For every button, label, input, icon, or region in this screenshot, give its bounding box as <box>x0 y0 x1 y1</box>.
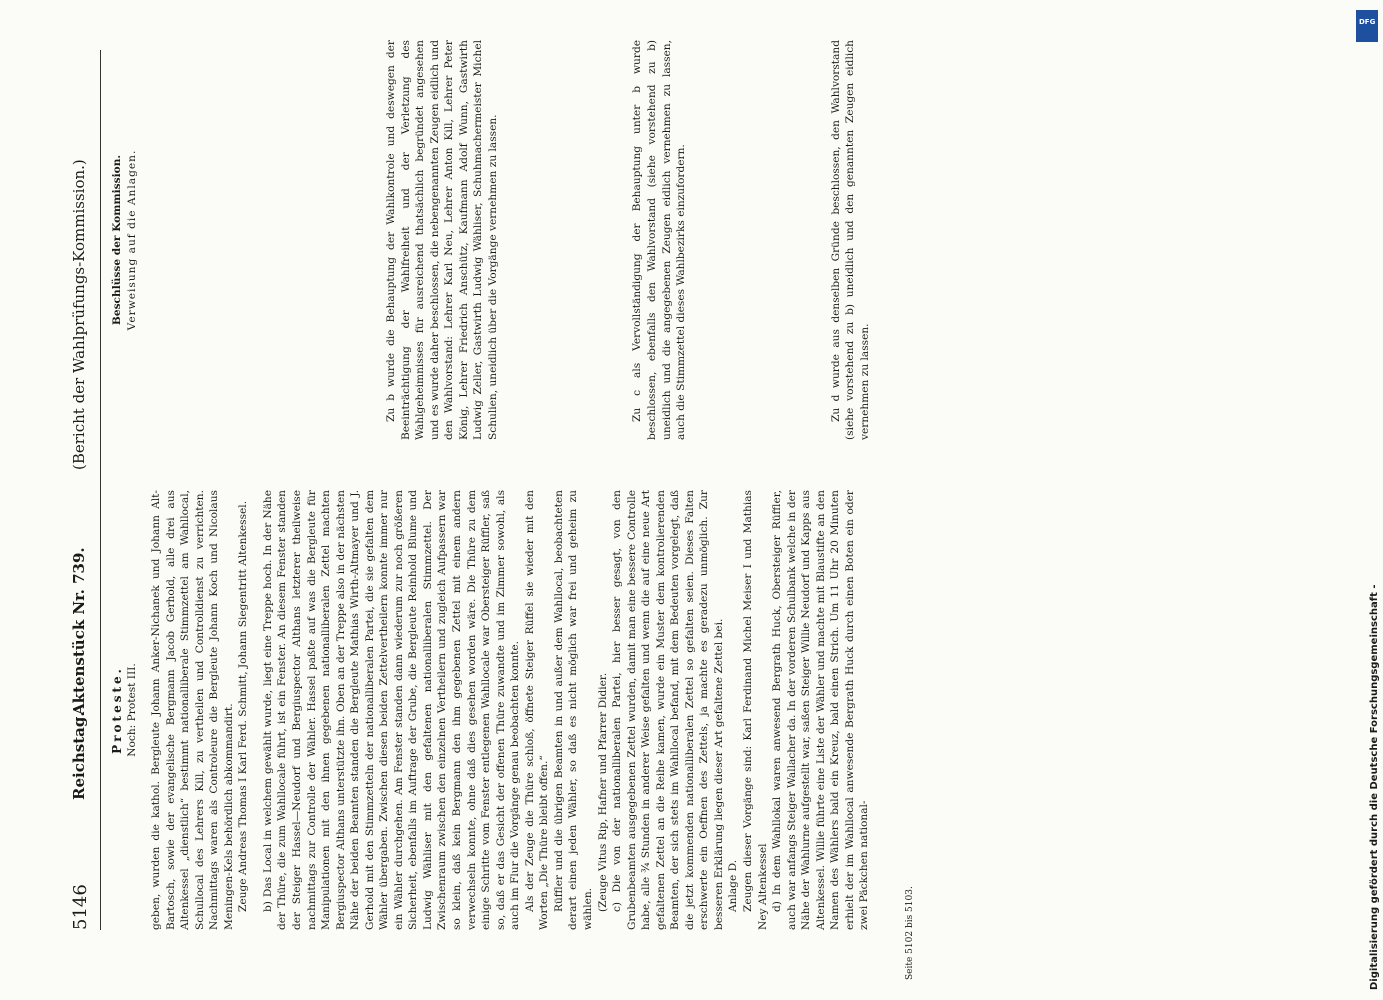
right-column <box>110 40 872 440</box>
paragraph: Zeugen dieser Vorgänge sind: Karl Ferdinand Michel Meiser I und Mathias Ney Altenkessel <box>741 490 769 930</box>
paragraph: Zu c als Vervollständigung der Behauptung unter b wurde beschlossen, ebenfalls den Wahlvorstand (siehe vorstehend zu b) uneidlich und die angegebenen Zeugen eidlich vernehmen zu lassen, auch die Stimmzettel dieses Wahlbezirks einzufordern. <box>631 40 688 440</box>
header-rule <box>100 50 101 930</box>
subsection-title: Noch: Protest III. <box>125 663 138 757</box>
paragraph: d) In dem Wahllokal waren anwesend Bergrath Huck, Obersteiger Rüffler, auch war anfangs Steiger Wallacher da. In der vorderen Schulbank welche in der Nähe der Wahlurne aufgestellt war, saßen Steiger Willie Neudorf und Kapps aus Altenkessel. Willie führte eine Liste der Wähler und machte mit Blaustifte an den Namen des Wählers bald ein Kreuz, bald einen Strich. Um 11 Uhr 20 Minuten erhielt der im Wahllocal anwesende Bergrath Huck durch einen Boten ein oder zwei Päckchen national- <box>771 490 871 930</box>
paragraph: Zeuge Andreas Thomas I Karl Ferd. Schmitt, Johann Siegentritt Altenkessel. <box>237 500 250 912</box>
running-header <box>70 50 100 930</box>
section-title: Proteste. <box>110 666 124 754</box>
paragraph: geben, wurden die kathol. Bergleute Johann Anker-Nichanek und Johann Alt-Bartosch, sowie der evangelische Bergmann Jacob Gerhold, alle drei aus Altenkessel „dienstlich“ bestimmt nationalliberale Stimmzettel am Wahllocal, Schullocal des Lehrers Kill, zu vertheilen und Controlldienst zu verrichten. Nachmittags waren als Controleure die Bergleute Johann Koch und Nicolaus Meningen-Kels behördlich abkommandirt. <box>150 490 235 930</box>
paragraph: (Zeuge Vitus Rip, Hafner und Pfarrer Didier. <box>596 672 609 912</box>
paragraph: b) Das Local in welchem gewählt wurde, liegt eine Treppe hoch. In der Nähe der Thüre, die zum Wahllocale führt, ist ein Fenster. An diesem Fenster standen der Steiger Hassel—Neudorf und Bergiuspector Althans letzterer theilweise nachmittags zur Controlle der Wähler. Hassel paßte auf was die Bergleute für Manipulationen mit den ihnen gegebenen nationalliberalen Zettel machten Bergiuspector Althans unterstützte ihn. Oben an der Treppe also in der nächsten Nähe der beiden Beamten standen die Bergleute Mathias Wirth-Altmayer und J. Gerhold mit den Stimmzetteln der nationalliberalen Partei, die sie gefalten dem Wähler übergaben. Zwischen diesen beiden Zettelvertheilern konnte immer nur ein Wähler durchgehen. Am Fenster standen dann wiederum zur noch größeren Sicherheit, ebenfalls im Auftrage der Grube, die Bergleute Reinhold Blume und Ludwig Wähliser mit den gefaltenen nationalliberalen Stimmzettel. Der Zwischenraum zwischen den einzelnen Vertheilern und zugleich Aufpassern war so klein, daß kein Bergmann den ihm gegebenen Zettel mit einem andern verwechseln konnte, ohne daß dies gesehen worden wäre. Die Thüre zu dem einige Schritte vom Fenster entlegenen Wahllocale war Obersteiger Rüffler, saß so, daß er das Gesicht der offenen Thüre zuwandte und im Zimmer sowohl, als auch im Flur die Vorgänge genau beobachten konnte. <box>261 490 522 930</box>
margin-note: Seite 5102 bis 5103. <box>905 886 915 980</box>
dfg-logo <box>1356 10 1378 42</box>
document-number: Aktenstück Nr. 739. <box>70 547 88 715</box>
dfg-logo-text: DFG <box>1359 18 1376 26</box>
paragraph: Anlage D. <box>727 859 740 912</box>
paragraph: Rüffler und die übrigen Beamten in und außer dem Wahllocal, beobachteten derart einen jeden Wähler, so daß es nicht möglich war frei und geheim zu wählen. <box>552 490 594 930</box>
paragraph: Zu b wurde die Behauptung der Wahlkontrole und deswegen der Beeinträchtigung der Wahlfreiheit und der Verletzung des Wahlgeheimnisses für ausreichend thatsächlich begründet angesehen und es wurde daher beschlossen, die nebengenannten Zeugen eidlich und den Wahlvorstand: Lehrer Karl Neu, Lehrer Anton Kill, Lehrer Peter König, Lehrer Friedrich Anschütz, Kaufmann Adolf Wunn, Gastwirth Ludwig Zeller, Gastwirth Ludwig Wähliser, Schuhmachermeister Michel Schulien, uneidlich über die Vorgänge vernehmen zu lassen. <box>385 40 499 440</box>
document-subtitle: (Bericht der Wahlprüfungs-Kommission.) <box>70 159 88 470</box>
resolutions-subtitle: Verweisung auf die Anlagen. <box>125 149 138 331</box>
left-column <box>110 490 872 930</box>
resolutions-title: Beschlüsse der Kommission. <box>111 154 123 326</box>
publication-title: Reichstag. <box>70 711 88 800</box>
page-number: 5146 <box>70 884 91 930</box>
paragraph: c) Die von der nationalliberalen Partei, hier besser gesagt, von den Grubenbeamten ausgegebenen Zettel wurden, damit man eine bessere Controlle habe, alle ¾ Stunden in anderer Weise gefalten und wenn die auf eine neue Art gefaltenen Zettel an die Reihe kamen, wurde ein Muster dem kontrolierenden Beamten, der sich stets im Wahllocal befand, mit dem Bedeuten vorgelegt, daß die jetzt kommenden nationalliberalen Zettel so gefalten seien. Dieses Falten erschwerte ein Oeffnen des Zettels, ja machte es geradezu unmöglich. Zur besseren Erklärung liegen dieser Art gefaltene Zettel bei. <box>611 490 725 930</box>
paragraph: Zu d wurde aus denselben Gründe beschlossen, den Wahlvorstand (siehe vorstehend zu b) uneidlich und den genannten Zeugen eidlich vernehmen zu lassen. <box>829 40 871 440</box>
paragraph: Als der Zeuge die Thüre schloß, öffnete Steiger Rüffel sie wieder mit den Worten „Die Thüre bleibt offen.“ <box>523 490 551 930</box>
digitization-credit: Digitalisierung gefördert durch die Deutsche Forschungsgemeinschaft - <box>1369 584 1380 990</box>
